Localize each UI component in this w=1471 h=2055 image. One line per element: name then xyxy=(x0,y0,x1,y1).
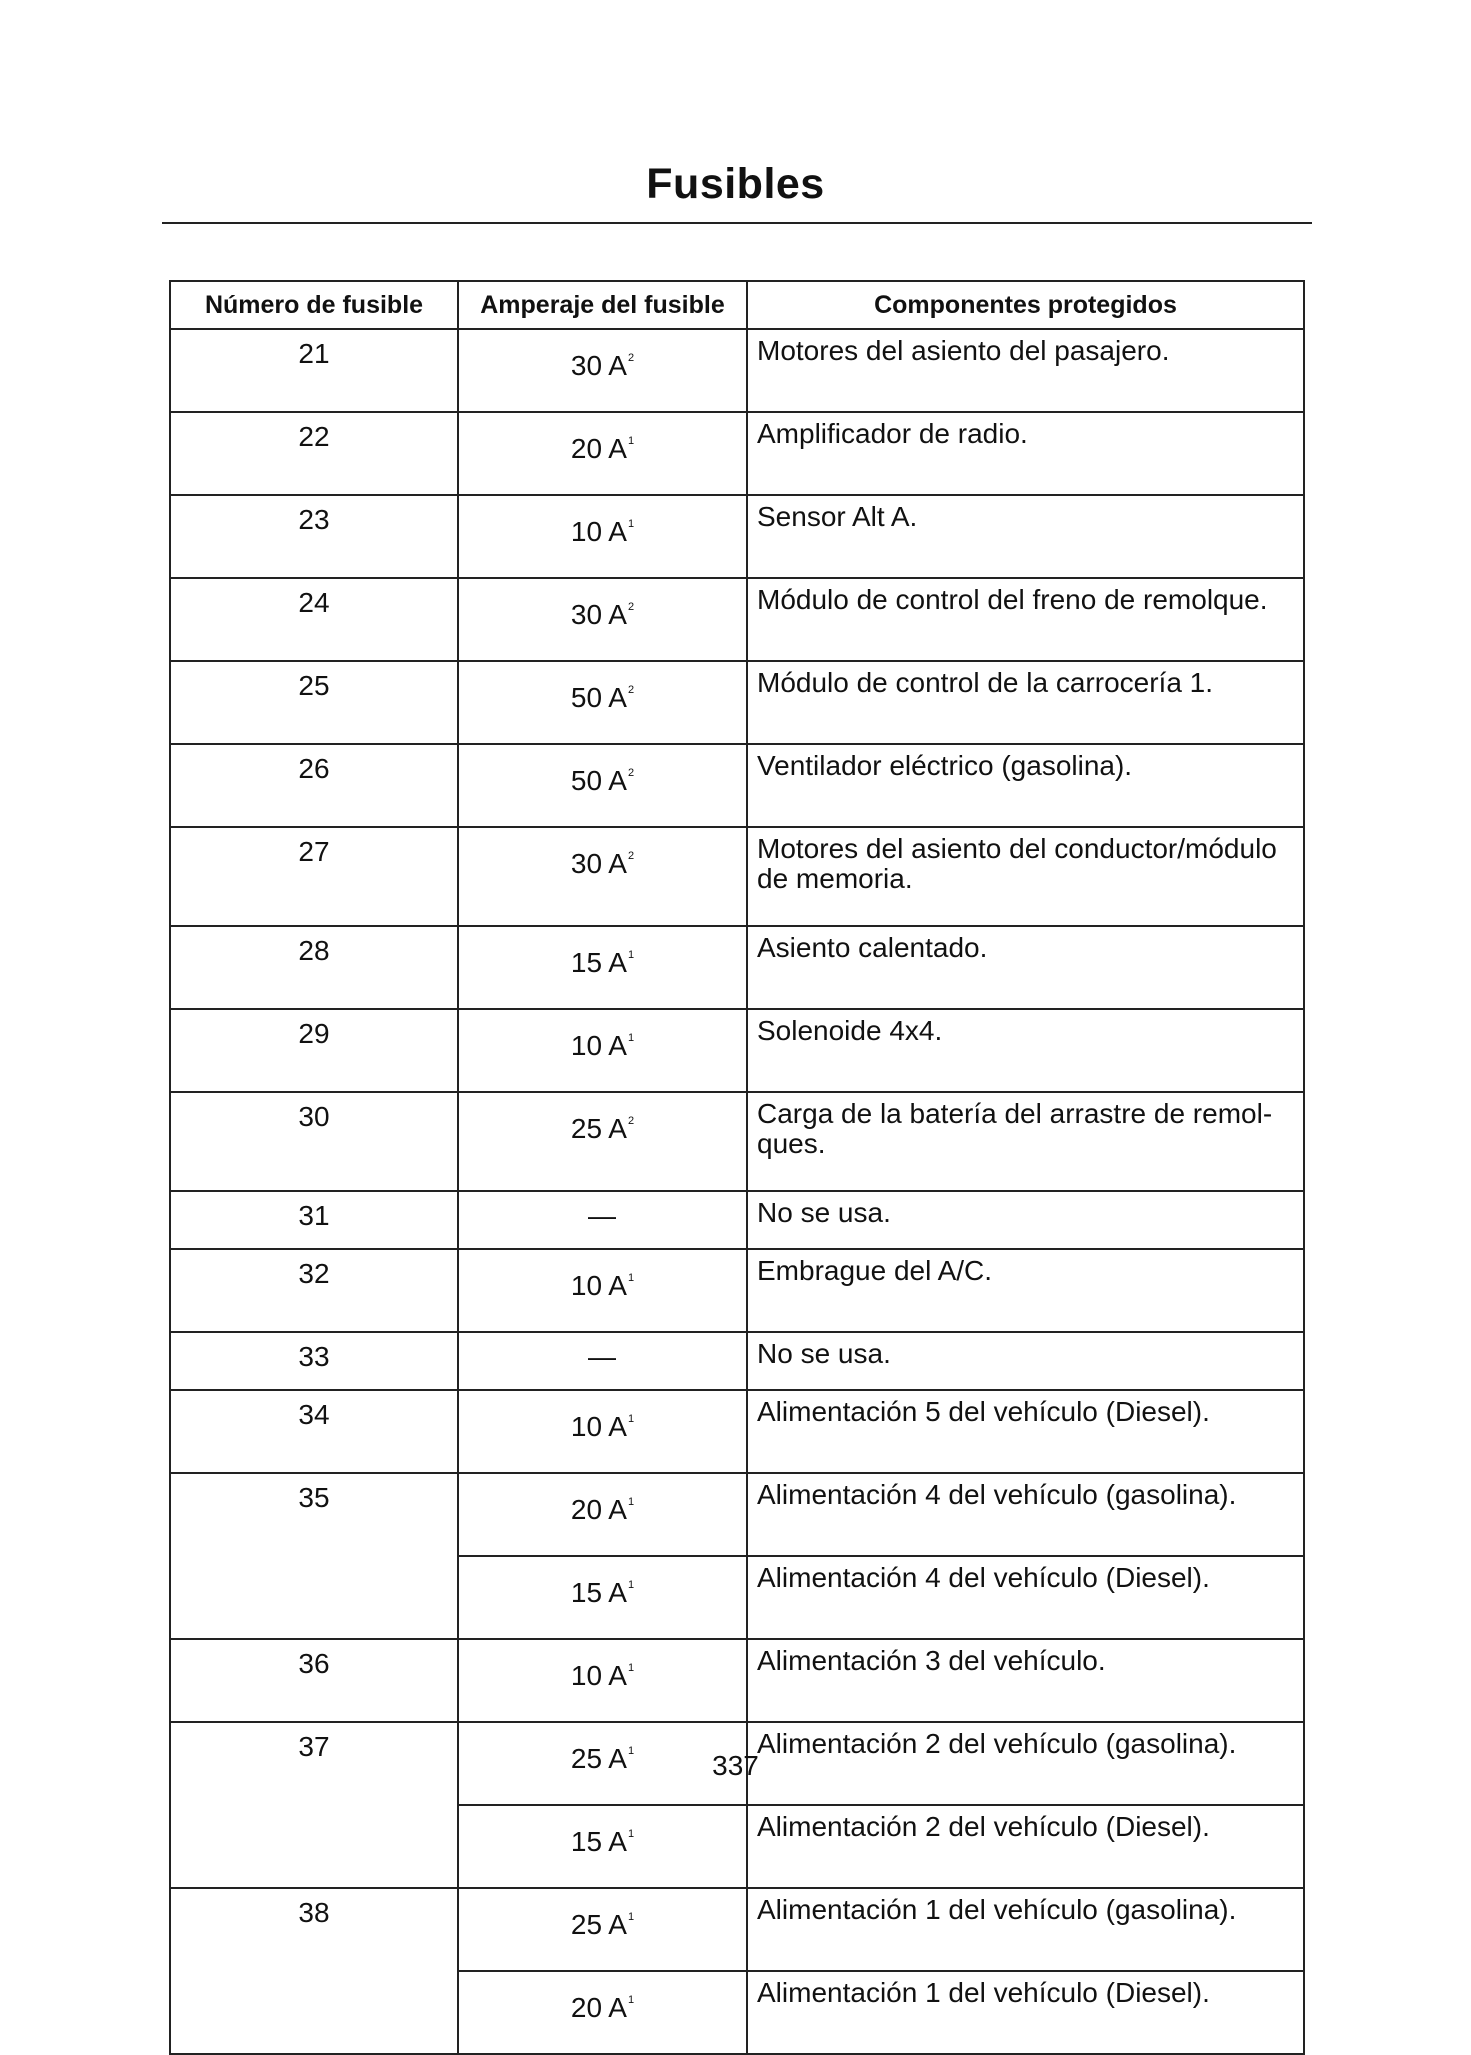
fuse-amperage xyxy=(458,1009,747,1092)
table-row xyxy=(170,661,1304,744)
amperage-value: 10 A xyxy=(570,1270,627,1301)
fuse-number: 35 xyxy=(170,1473,458,1639)
fuse-number: 24 xyxy=(170,578,458,661)
protected-component: Alimentación 5 del vehículo (Diesel). xyxy=(747,1390,1304,1473)
table-row xyxy=(170,495,1304,578)
amperage-value: 25 A xyxy=(570,1909,627,1940)
amperage-value: 30 A xyxy=(570,599,627,630)
fuse-number: 21 xyxy=(170,329,458,412)
fuse-number: 33 xyxy=(170,1332,458,1390)
footnote-marker: 1 xyxy=(627,1496,635,1508)
fuse-number: 28 xyxy=(170,926,458,1009)
amperage-value: 50 A xyxy=(570,765,627,796)
footnote-marker: 1 xyxy=(627,1911,635,1923)
fuse-amperage xyxy=(458,1971,747,2054)
table-header-row xyxy=(170,281,1304,329)
fuse-amperage xyxy=(458,1390,747,1473)
footnote-marker: 2 xyxy=(627,352,635,364)
protected-component: Motores del asiento del conductor/módulo de memoria. xyxy=(747,827,1304,926)
page-title: Fusibles xyxy=(646,160,825,208)
fuse-amperage xyxy=(458,1888,747,1971)
protected-component: Solenoide 4x4. xyxy=(747,1009,1304,1092)
fuse-amperage xyxy=(458,1639,747,1722)
header-protected-components: Componentes protegidos xyxy=(747,281,1304,329)
fuse-amperage xyxy=(458,412,747,495)
footnote-marker: 1 xyxy=(627,1828,635,1840)
fuse-amperage xyxy=(458,1191,747,1249)
protected-component: Módulo de control de la carrocería 1. xyxy=(747,661,1304,744)
protected-component: Embrague del A/C. xyxy=(747,1249,1304,1332)
amperage-value: 20 A xyxy=(570,1992,627,2023)
fuse-number: 32 xyxy=(170,1249,458,1332)
fuse-number: 30 xyxy=(170,1092,458,1191)
amperage-value: 30 A xyxy=(570,848,627,879)
footnote-marker: 1 xyxy=(627,1662,635,1674)
table-row xyxy=(170,744,1304,827)
amperage-value: 10 A xyxy=(570,1030,627,1061)
fuse-number: 31 xyxy=(170,1191,458,1249)
protected-component: No se usa. xyxy=(747,1191,1304,1249)
footnote-marker: 2 xyxy=(627,850,635,862)
fuse-amperage xyxy=(458,661,747,744)
footnote-marker: 1 xyxy=(627,1994,635,2006)
footnote-marker: 1 xyxy=(627,1579,635,1591)
amperage-value: 10 A xyxy=(570,516,627,547)
amperage-value: 20 A xyxy=(570,433,627,464)
table-row xyxy=(170,1191,1304,1249)
table-row xyxy=(170,1473,1304,1556)
protected-component: Alimentación 4 del vehículo (gasolina). xyxy=(747,1473,1304,1556)
protected-component: Módulo de control del freno de remolque. xyxy=(747,578,1304,661)
header-fuse-number: Número de fusible xyxy=(170,281,458,329)
protected-component: Carga de la batería del arrastre de remol-ques. xyxy=(747,1092,1304,1191)
protected-component: Alimentación 3 del vehículo. xyxy=(747,1639,1304,1722)
footnote-marker: 2 xyxy=(627,601,635,613)
amperage-value: 15 A xyxy=(570,1577,627,1608)
fuse-number: 36 xyxy=(170,1639,458,1722)
fuse-table xyxy=(169,280,1305,2055)
fuse-amperage xyxy=(458,926,747,1009)
amperage-value: 20 A xyxy=(570,1494,627,1525)
footnote-marker: 1 xyxy=(627,518,635,530)
amperage-value: 25 A xyxy=(570,1113,627,1144)
amperage-value: — xyxy=(588,1200,616,1231)
footnote-marker: 2 xyxy=(627,767,635,779)
fuse-number: 23 xyxy=(170,495,458,578)
amperage-value: 15 A xyxy=(570,1826,627,1857)
fuse-number: 26 xyxy=(170,744,458,827)
amperage-value: 25 A xyxy=(570,1743,627,1774)
fuse-amperage xyxy=(458,1556,747,1639)
table-row xyxy=(170,1639,1304,1722)
protected-component: Ventilador eléctrico (gasolina). xyxy=(747,744,1304,827)
amperage-value: 10 A xyxy=(570,1660,627,1691)
table-row xyxy=(170,329,1304,412)
fuse-number: 22 xyxy=(170,412,458,495)
protected-component: No se usa. xyxy=(747,1332,1304,1390)
table-row xyxy=(170,1249,1304,1332)
amperage-value: 30 A xyxy=(570,350,627,381)
fuse-number: 29 xyxy=(170,1009,458,1092)
fuse-number: 37 xyxy=(170,1722,458,1888)
footnote-marker: 2 xyxy=(627,1115,635,1127)
footnote-marker: 1 xyxy=(627,1272,635,1284)
fuse-number: 25 xyxy=(170,661,458,744)
table-row xyxy=(170,827,1304,926)
protected-component: Sensor Alt A. xyxy=(747,495,1304,578)
fuse-amperage xyxy=(458,578,747,661)
fuse-amperage xyxy=(458,1332,747,1390)
protected-component: Motores del asiento del pasajero. xyxy=(747,329,1304,412)
table-row xyxy=(170,412,1304,495)
table-row xyxy=(170,1092,1304,1191)
footnote-marker: 1 xyxy=(627,1745,635,1757)
amperage-value: 15 A xyxy=(570,947,627,978)
table-row xyxy=(170,1332,1304,1390)
amperage-value: 10 A xyxy=(570,1411,627,1442)
fuse-number: 38 xyxy=(170,1888,458,2054)
amperage-value: 50 A xyxy=(570,682,627,713)
table-row xyxy=(170,1009,1304,1092)
amperage-value: — xyxy=(588,1341,616,1372)
table-row xyxy=(170,926,1304,1009)
protected-component: Alimentación 2 del vehículo (Diesel). xyxy=(747,1805,1304,1888)
fuse-amperage xyxy=(458,1092,747,1191)
footnote-marker: 2 xyxy=(627,684,635,696)
fuse-number: 27 xyxy=(170,827,458,926)
footnote-marker: 1 xyxy=(627,949,635,961)
page-number: 337 xyxy=(712,1750,759,1781)
table-row xyxy=(170,578,1304,661)
footnote-marker: 1 xyxy=(627,1032,635,1044)
fuse-amperage xyxy=(458,1805,747,1888)
title-divider xyxy=(162,222,1312,224)
footnote-marker: 1 xyxy=(627,435,635,447)
fuse-amperage xyxy=(458,827,747,926)
fuse-amperage xyxy=(458,495,747,578)
fuse-amperage xyxy=(458,1249,747,1332)
header-fuse-amperage: Amperaje del fusible xyxy=(458,281,747,329)
protected-component: Alimentación 1 del vehículo (gasolina). xyxy=(747,1888,1304,1971)
protected-component: Alimentación 1 del vehículo (Diesel). xyxy=(747,1971,1304,2054)
protected-component: Asiento calentado. xyxy=(747,926,1304,1009)
fuse-amperage xyxy=(458,1473,747,1556)
table-row xyxy=(170,1390,1304,1473)
footnote-marker: 1 xyxy=(627,1413,635,1425)
fuse-amperage xyxy=(458,744,747,827)
protected-component: Amplificador de radio. xyxy=(747,412,1304,495)
protected-component: Alimentación 2 del vehículo (gasolina). xyxy=(747,1722,1304,1805)
fuse-amperage xyxy=(458,329,747,412)
protected-component: Alimentación 4 del vehículo (Diesel). xyxy=(747,1556,1304,1639)
table-row xyxy=(170,1888,1304,1971)
fuse-number: 34 xyxy=(170,1390,458,1473)
